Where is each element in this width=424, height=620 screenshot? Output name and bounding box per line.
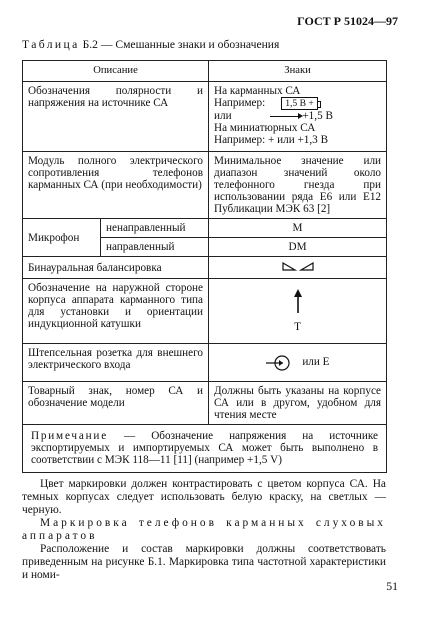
coil-sign-letter: T: [294, 321, 301, 333]
header-description: Описание: [23, 61, 209, 82]
battery-icon: 1,5 В +: [281, 97, 318, 110]
row-sign-coil: [209, 279, 387, 344]
table-note-row: [23, 425, 387, 473]
note-label: Примечание: [31, 430, 108, 442]
polarity-line-2: Например: 1,5 В +: [214, 97, 381, 110]
row-desc-trademark: Товарный знак, номер СА и обозначение модели: [23, 382, 209, 425]
table-row: [23, 344, 387, 382]
microphone-sub-omni: ненаправленный: [101, 219, 209, 238]
row-sign-socket: [209, 344, 387, 382]
paragraph-layout: Расположение и состав маркировки должны соответствовать приведенным на рисунке Б.1. Маркировка типа частотной характеристики и номи-: [22, 543, 386, 581]
row-desc-impedance: Модуль полного электрического сопротивления телефонов карманных СА (при необходимости): [23, 152, 209, 219]
row-sign-impedance: Минимальное значение или диапазон значений около телефонного гнезда при использовании ряда Е6 или Е12 Публикации МЭК 63 [2]: [209, 152, 387, 219]
row-desc-polarity: Обозначения полярности и напряжения на источнике СА: [23, 82, 209, 152]
table-row: [23, 257, 387, 279]
table-row: [23, 152, 387, 219]
signs-table: [22, 60, 387, 473]
caption-number: Б.2: [82, 38, 98, 51]
page-number: 51: [386, 579, 398, 593]
socket-input-icon: [266, 355, 294, 371]
standard-number: ГОСТ Р 51024—97: [297, 14, 398, 28]
row-desc-socket: Штепсельная розетка для внешнего электрического входа: [23, 344, 209, 382]
table-row: [23, 382, 387, 425]
table-row: [23, 279, 387, 344]
polarity-line-1: На карманных СА: [214, 85, 301, 97]
arrow-right-icon: [270, 116, 300, 117]
row-desc-coil: Обозначение на наружной стороне корпуса аппарата карманного типа для установки и ориентации индукционной катушки: [23, 279, 209, 344]
row-sign-binaural: [209, 257, 387, 279]
polarity-line-4: На миниатюрных СА: [214, 122, 316, 134]
microphone-sub-dir: направленный: [101, 238, 209, 257]
caption-title: — Смешанные знаки и обозначения: [97, 38, 280, 51]
arrow-up-icon: [293, 289, 303, 313]
body-text: [22, 478, 386, 582]
microphone-sign-omni: M: [209, 219, 387, 238]
table-header-row: [23, 61, 387, 82]
row-sign-polarity: [209, 82, 387, 152]
balance-icon: [281, 261, 315, 271]
paragraph-color: Цвет маркировки должен контрастировать с цветом корпуса СА. На темных корпусах следует использовать белую краску, на светлых — черную.: [22, 478, 386, 516]
table-row: [23, 82, 387, 152]
table-caption: [22, 38, 279, 51]
row-desc-binaural: Бинауральная балансировка: [23, 257, 209, 279]
microphone-sign-dir: DM: [209, 238, 387, 257]
section-heading: Маркировка телефонов карманных слуховых аппаратов: [22, 517, 386, 542]
table-row: [23, 219, 387, 238]
table-note: [23, 425, 387, 473]
note-text: — Обозначение напряжения на источнике экспортируемых и импортируемых СА может быть выполнено в соответствии с МЭК 118—11 [11] (например +1,5 V): [31, 430, 379, 467]
header-signs: Знаки: [209, 61, 387, 82]
row-sign-trademark: Должны быть указаны на корпусе СА или в другом, удобном для чтения месте: [209, 382, 387, 425]
polarity-line-3: или +1,5 В: [214, 110, 333, 122]
socket-sign-text: или Е: [302, 356, 330, 369]
polarity-line-5: Например: + или +1,3 В: [214, 134, 329, 146]
caption-label: Таблица: [22, 38, 80, 51]
row-desc-microphone: Микрофон: [23, 219, 101, 257]
